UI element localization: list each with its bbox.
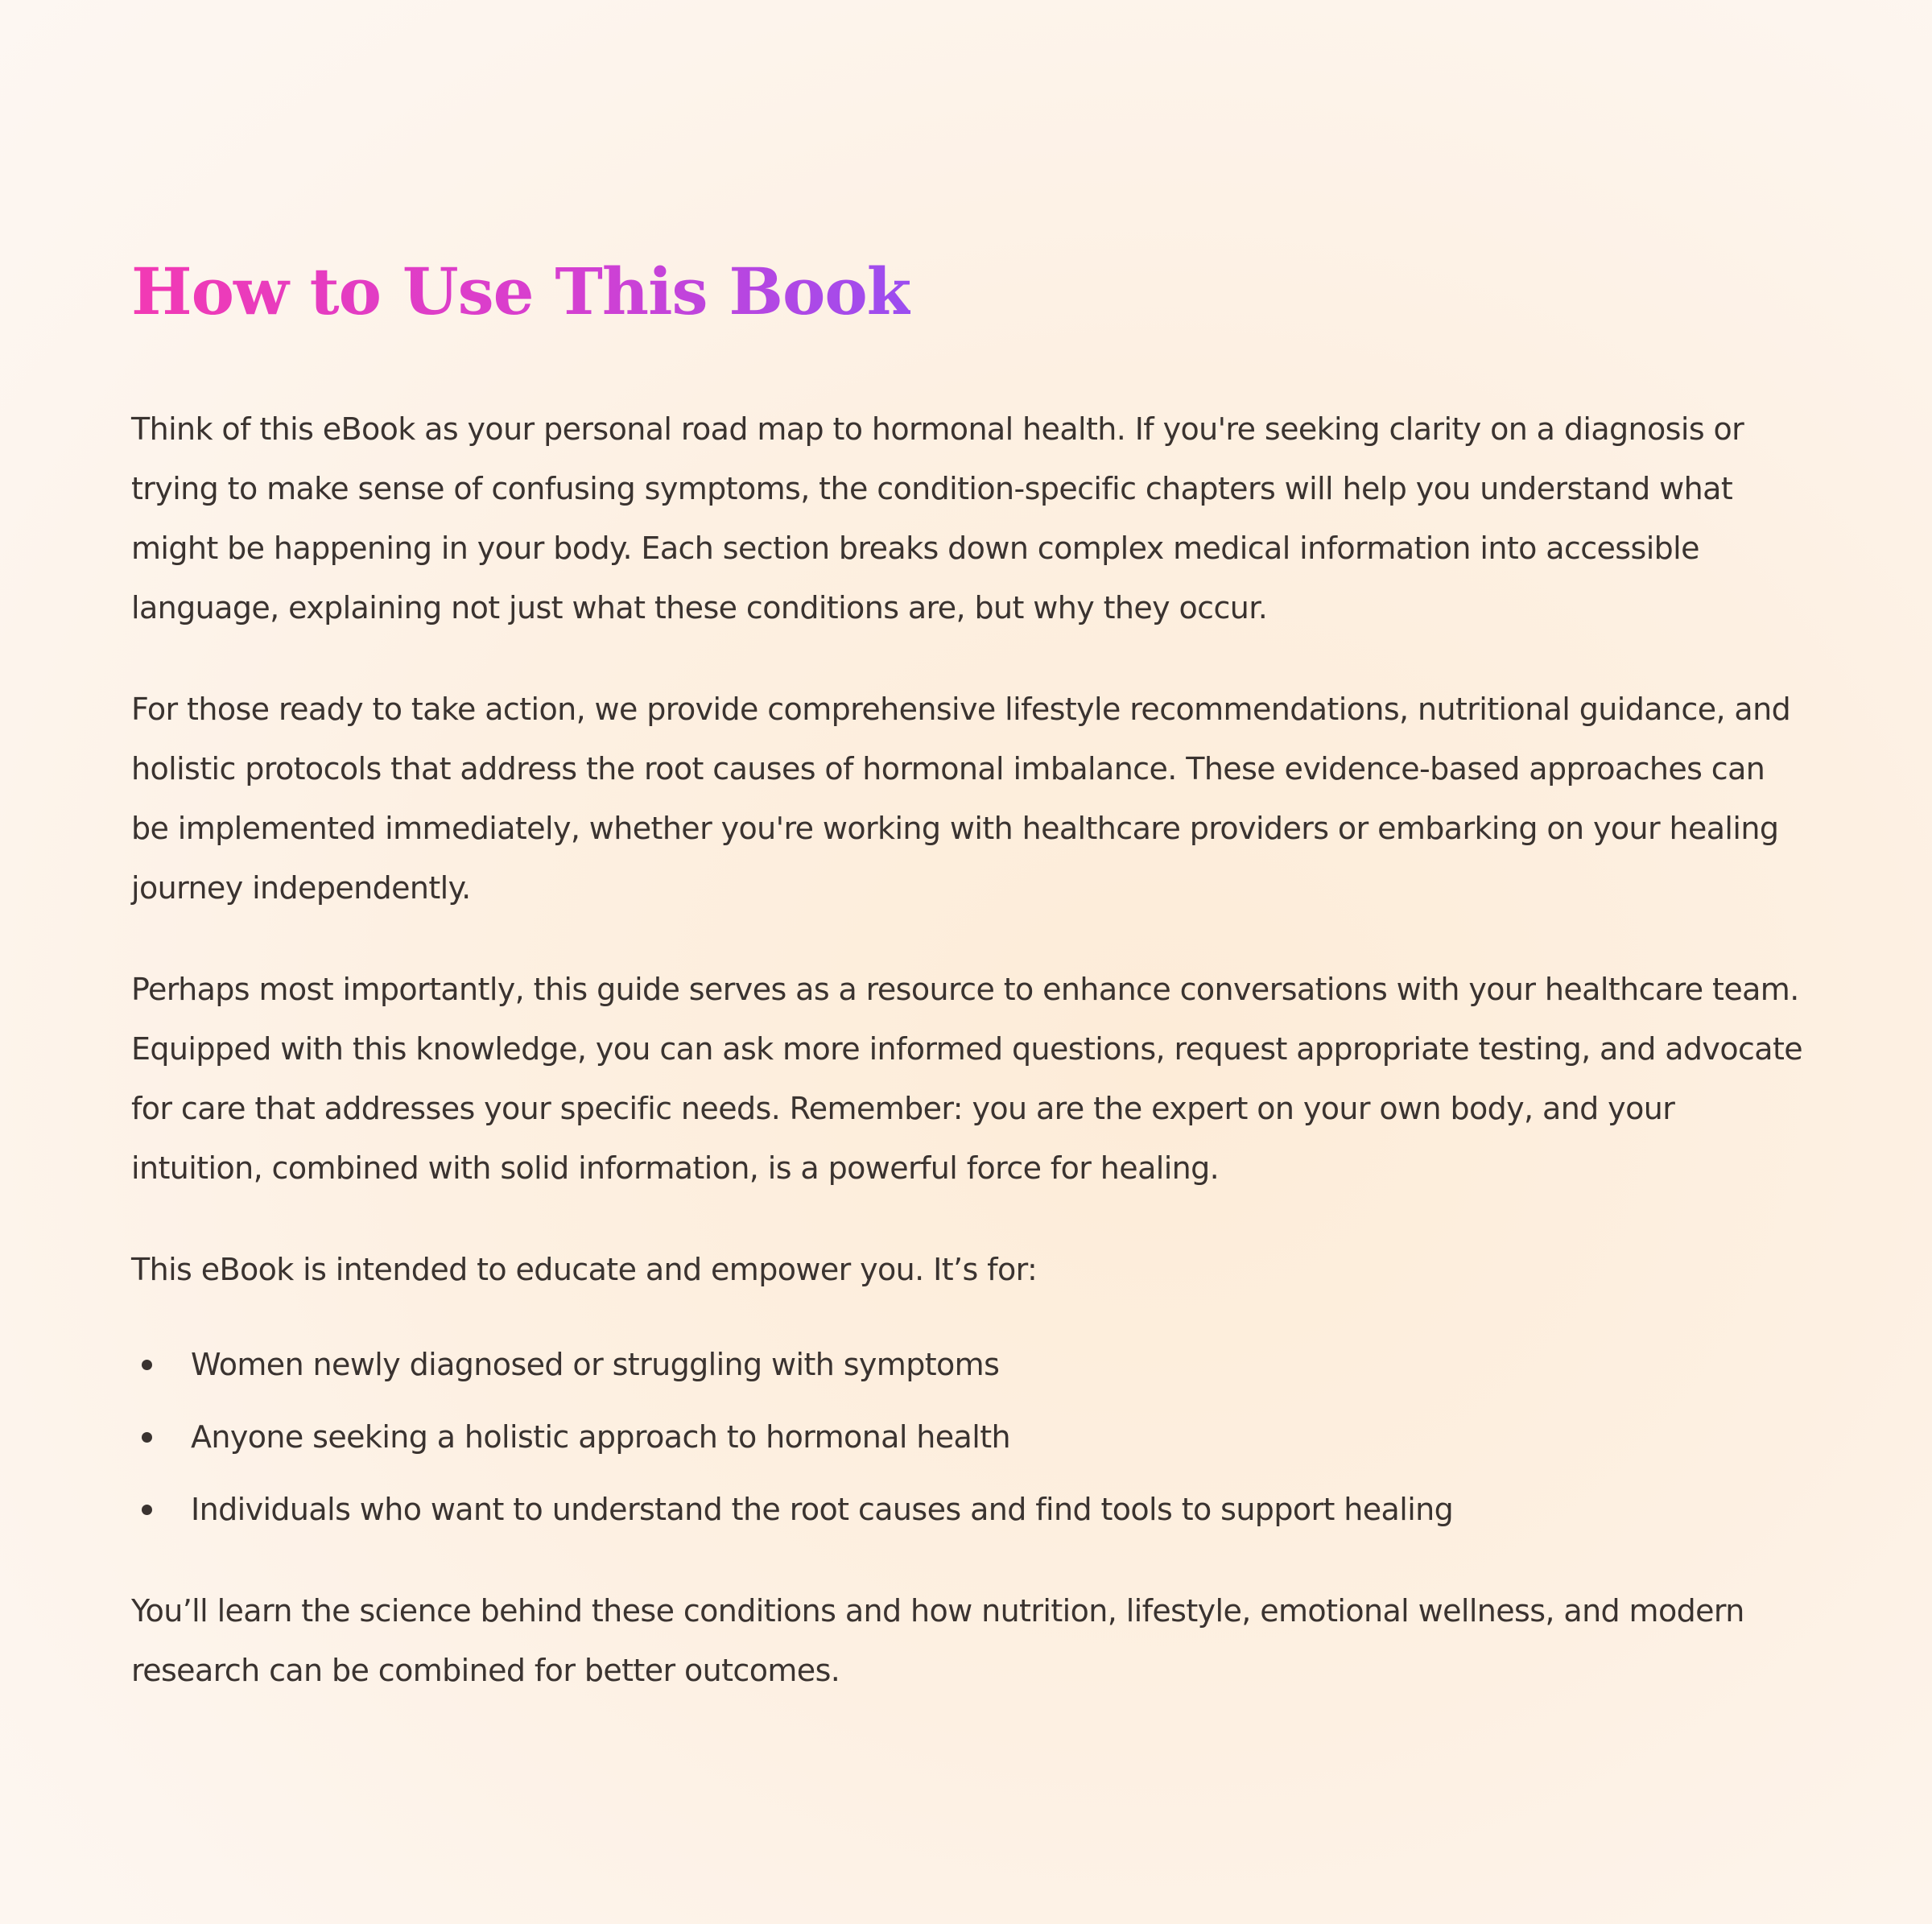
paragraph-roadmap: Think of this eBook as your personal road map to hormonal health. If you're seeking clarity on a diagnosis or trying to make sense of confusing symptoms, the condition-specific chapters will help you understand what might be happening in your body. Each section breaks down complex medical information into accessible language, explaining not just what these conditions are, but why they occur.	[131, 411, 1744, 626]
list-item	[131, 1401, 1806, 1473]
list-item-text: Individuals who want to understand the root causes and find tools to support healing	[191, 1492, 1454, 1527]
audience-list	[131, 1328, 1806, 1546]
paragraph-closing: You’ll learn the science behind these conditions and how nutrition, lifestyle, emotional wellness, and modern research can be combined for better outcomes.	[131, 1593, 1744, 1688]
list-item-text: Women newly diagnosed or struggling with symptoms	[191, 1347, 1000, 1382]
bullet-icon	[142, 1360, 152, 1370]
bullet-icon	[142, 1432, 152, 1443]
page-content	[131, 256, 1806, 1742]
page-title: How to Use This Book	[131, 254, 911, 329]
list-item-text: Anyone seeking a holistic approach to hormonal health	[191, 1419, 1010, 1455]
list-item	[131, 1473, 1806, 1546]
bullet-icon	[142, 1505, 152, 1515]
list-item	[131, 1328, 1806, 1401]
paragraph-conversations: Perhaps most importantly, this guide serves as a resource to enhance conversations with your healthcare team. Equipped with this knowledge, you can ask more informed questions, request appropriate testing, and advocate for care that addresses your specific needs. Remember: you are the expert on your own body, and your intuition, combined with solid information, is a powerful force for healing.	[131, 972, 1803, 1186]
paragraph-action: For those ready to take action, we provide comprehensive lifestyle recommendations, nutritional guidance, and holistic protocols that address the root causes of hormonal imbalance. These evidence-based approaches can be implemented immediately, whether you're working with healthcare providers or embarking on your healing journey independently.	[131, 692, 1791, 906]
audience-intro: This eBook is intended to educate and empower you. It’s for:	[131, 1252, 1038, 1287]
